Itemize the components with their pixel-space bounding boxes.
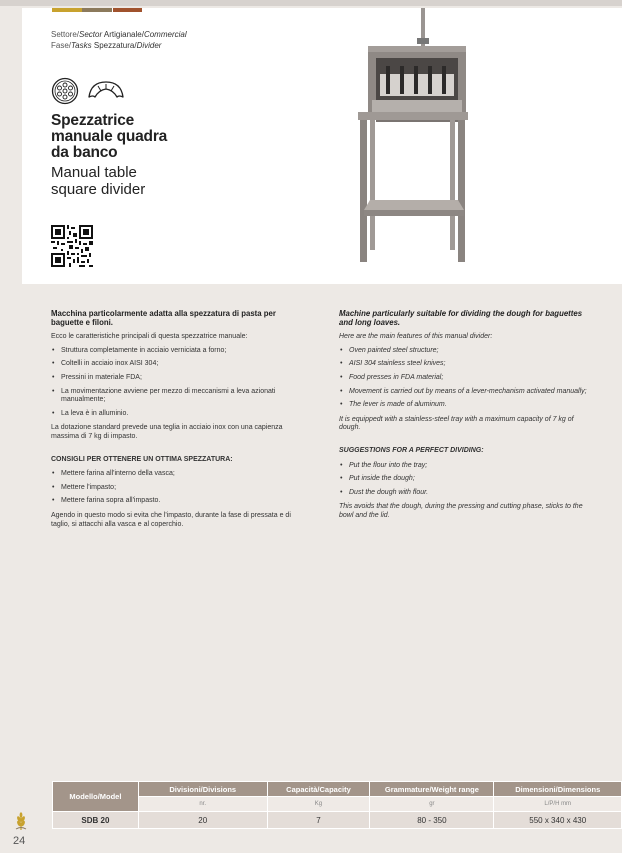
list-item: • Dust the dough with flour.	[340, 488, 429, 496]
unit-capacity: Kg	[267, 797, 370, 812]
list-item: • Food presses in FDA material;	[340, 373, 444, 381]
it-tips-list	[51, 470, 296, 506]
list-item: • Oven painted steel structure;	[340, 346, 439, 354]
croissant-icon	[89, 82, 123, 97]
task-value-en: Divider	[136, 41, 162, 50]
task-label-en: Tasks	[71, 41, 92, 50]
top-band	[0, 0, 622, 6]
cell-divisions: 20	[138, 812, 267, 829]
list-item: • Mettere farina all'interno della vasca;	[52, 470, 175, 478]
spec-table	[52, 781, 622, 829]
list-item: • Coltelli in acciaio inox AISI 304;	[52, 360, 159, 368]
qr-code-icon[interactable]	[51, 225, 93, 267]
sector-label: Settore/	[51, 30, 80, 39]
it-standard: La dotazione standard prevede una teglia in acciaio inox con una capienza massima di 7 kg di impasto.	[51, 424, 283, 440]
list-item: • Struttura completamente in acciaio verniciata a forno;	[52, 346, 227, 354]
sector-label-en: Sector	[79, 30, 103, 39]
it-tips-heading: CONSIGLI PER OTTENERE UN OTTIMA SPEZZATURA:	[51, 455, 233, 463]
stripe-2	[82, 8, 112, 12]
header-weight-range: Grammature/Weight range	[370, 782, 494, 797]
english-description	[339, 310, 591, 526]
cell-capacity: 7	[267, 812, 370, 829]
list-item: • AISI 304 stainless steel knives;	[340, 360, 446, 368]
it-features-list	[51, 347, 296, 419]
cell-model: SDB 20	[53, 812, 139, 829]
it-outro: Agendo in questo modo si evita che l'impasto, durante la fase di pressata e di taglio, si attacchi alla vasca e al coperchio.	[51, 511, 291, 528]
title-it-line-3: da banco	[51, 144, 118, 161]
header-capacity: Capacità/Capacity	[267, 782, 370, 797]
product-title-it	[51, 113, 211, 161]
stripe-3	[113, 8, 143, 12]
unit-divisions: nr.	[138, 797, 267, 812]
page-number: 24	[13, 835, 26, 847]
cell-dimensions: 550 x 340 x 430	[494, 812, 622, 829]
it-lead: Macchina particolarmente adatta alla spezzatura di pasta per baguette e filoni.	[51, 309, 276, 327]
header-model: Modello/Model	[53, 782, 139, 812]
it-intro: Ecco le caratteristiche principali di questa spezzatrice manuale:	[51, 333, 248, 341]
task-label: Fase/	[51, 41, 72, 50]
table-row	[53, 812, 622, 829]
list-item: • Put inside the dough;	[340, 475, 415, 483]
sector-line	[51, 29, 187, 40]
unit-dimensions: L/P/H mm	[494, 797, 622, 812]
cell-weight-range: 80 - 350	[370, 812, 494, 829]
list-item: • Mettere farina sopra all'impasto.	[52, 497, 161, 505]
list-item: • The lever is made of aluminum.	[340, 401, 447, 409]
list-item: • La leva è in alluminio.	[52, 409, 129, 417]
en-lead: Machine particularly suitable for dividing the dough for baguettes and long loaves.	[339, 309, 583, 327]
en-tips-list	[339, 462, 591, 498]
en-features-list	[339, 347, 591, 410]
header-divisions: Divisioni/Divisions	[138, 782, 267, 797]
category-icons	[51, 76, 137, 106]
task-line	[51, 40, 187, 51]
title-it-line-1: Spezzatrice	[51, 112, 135, 129]
table-units-row	[53, 797, 622, 812]
wheat-icon	[13, 811, 29, 831]
title-en-line-1: Manual table	[51, 164, 137, 181]
sector-value-en: Commercial	[143, 30, 187, 39]
table-header-row	[53, 782, 622, 797]
en-intro: Here are the main features of this manual divider:	[339, 333, 493, 341]
stripe-1	[52, 8, 82, 12]
list-item: • Put the flour into the tray;	[340, 461, 428, 469]
list-item: • Mettere l'impasto;	[52, 483, 117, 491]
sector-info	[51, 29, 187, 51]
list-item: • La movimentazione avviene per mezzo di meccanismi a leva azionati manualmente;	[52, 387, 276, 404]
unit-weight: gr	[370, 797, 494, 812]
list-item: • Movement is carried out by means of a lever-mechanism activated manually;	[340, 387, 587, 395]
en-outro: This avoids that the dough, during the pressing and cutting phase, sticks to the bowl and the lid.	[339, 503, 583, 519]
title-en-line-2: square divider	[51, 181, 146, 198]
en-standard: It is equippedt with a stainless-steel tray with a maximum capacity of 7 kg of dough.	[339, 415, 574, 432]
list-item: • Pressini in materiale FDA;	[52, 373, 142, 381]
sector-value: Artigianale/	[103, 30, 144, 39]
product-photo-divider	[350, 8, 475, 266]
header-dimensions: Dimensioni/Dimensions	[494, 782, 622, 797]
product-title-en	[51, 164, 211, 198]
title-it-line-2: manuale quadra	[51, 128, 168, 145]
italian-description	[51, 310, 296, 534]
en-tips-heading: SUGGESTIONS FOR A PERFECT DIVIDING:	[339, 446, 484, 454]
multi-bread-icon	[53, 79, 78, 104]
color-stripes	[52, 8, 143, 12]
task-value: Spezzatura/	[93, 41, 137, 50]
